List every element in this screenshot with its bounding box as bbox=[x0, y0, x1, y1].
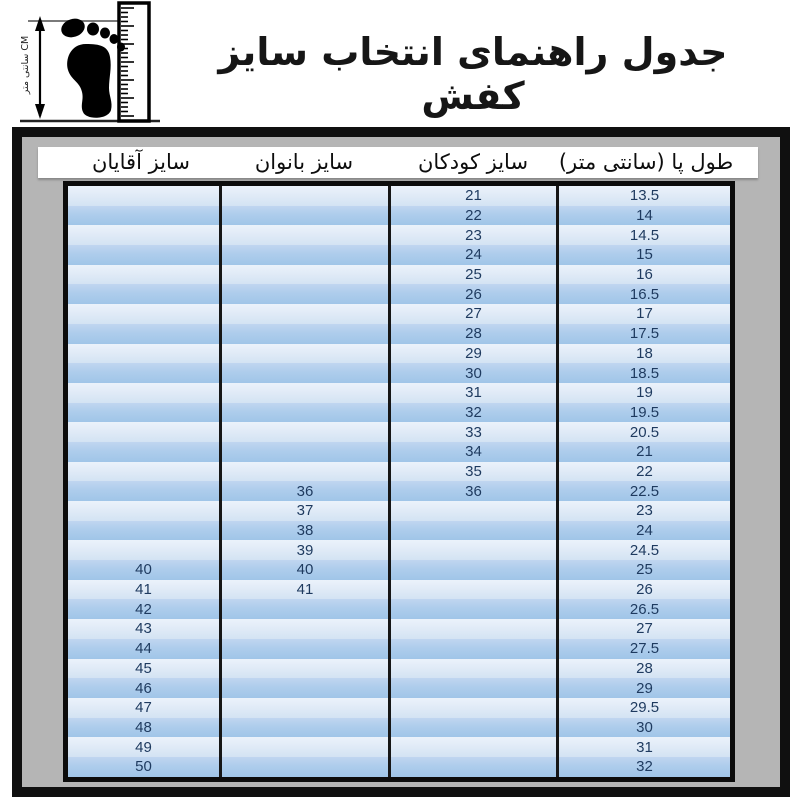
cell-child: 21 bbox=[391, 186, 559, 206]
cell-child: 35 bbox=[391, 462, 559, 482]
cell-foot: 28 bbox=[636, 659, 653, 677]
cell-woman bbox=[222, 599, 391, 619]
cell-woman bbox=[222, 265, 391, 285]
cell-child bbox=[391, 599, 559, 619]
table-row bbox=[68, 206, 730, 226]
cell-foot: 18.5 bbox=[629, 364, 660, 382]
table-row bbox=[68, 245, 730, 265]
cell-man bbox=[68, 383, 222, 403]
table-row bbox=[68, 363, 730, 383]
cell-foot: 27.5 bbox=[629, 640, 660, 658]
cell-man bbox=[68, 540, 222, 560]
cell-woman bbox=[222, 324, 391, 344]
cell-child bbox=[391, 521, 559, 541]
cell-child bbox=[391, 619, 559, 639]
cell-man: 50 bbox=[68, 757, 222, 777]
cell-child bbox=[391, 560, 559, 580]
cell-woman: 39 bbox=[222, 540, 391, 560]
cell-child: 22 bbox=[391, 206, 559, 226]
cell-woman bbox=[222, 659, 391, 679]
table-row bbox=[68, 186, 730, 206]
cell-foot: 29.5 bbox=[629, 699, 660, 717]
cell-foot: 20.5 bbox=[629, 423, 660, 441]
table-row bbox=[68, 639, 730, 659]
cell-foot: 27 bbox=[636, 620, 653, 638]
cell-man bbox=[68, 265, 222, 285]
cell-child bbox=[391, 540, 559, 560]
cell-child: 28 bbox=[391, 324, 559, 344]
table-row bbox=[68, 422, 730, 442]
table-row bbox=[68, 403, 730, 423]
cell-child: 32 bbox=[391, 403, 559, 423]
cell-woman bbox=[222, 442, 391, 462]
cell-man bbox=[68, 225, 222, 245]
cell-child bbox=[391, 737, 559, 757]
cell-woman bbox=[222, 304, 391, 324]
foot-ruler-graphic bbox=[20, 0, 160, 124]
cell-child: 25 bbox=[391, 265, 559, 285]
cell-man bbox=[68, 324, 222, 344]
table-row bbox=[68, 599, 730, 619]
cell-child bbox=[391, 659, 559, 679]
table-row bbox=[68, 718, 730, 738]
cell-child: 33 bbox=[391, 422, 559, 442]
ruler-icon bbox=[119, 3, 149, 121]
cell-foot: 19 bbox=[636, 384, 653, 402]
cell-woman bbox=[222, 245, 391, 265]
cell-foot: 31 bbox=[636, 738, 653, 756]
cell-woman bbox=[222, 757, 391, 777]
cell-foot: 19.5 bbox=[629, 403, 660, 421]
header-men-size: سایز آقایان bbox=[91, 150, 191, 174]
cell-foot: 16.5 bbox=[629, 285, 660, 303]
cell-foot: 22 bbox=[636, 462, 653, 480]
cell-man: 43 bbox=[68, 619, 222, 639]
cell-woman: 37 bbox=[222, 501, 391, 521]
cell-man: 48 bbox=[68, 718, 222, 738]
table-row bbox=[68, 481, 730, 501]
cell-man bbox=[68, 422, 222, 442]
cell-child: 30 bbox=[391, 363, 559, 383]
cell-foot: 25 bbox=[636, 561, 653, 579]
cell-foot: 32 bbox=[636, 758, 653, 776]
table-row bbox=[68, 442, 730, 462]
cell-foot: 21 bbox=[636, 443, 653, 461]
cell-child bbox=[391, 678, 559, 698]
cell-foot: 14.5 bbox=[629, 226, 660, 244]
cell-woman bbox=[222, 284, 391, 304]
cell-woman bbox=[222, 186, 391, 206]
cell-man: 47 bbox=[68, 698, 222, 718]
cell-foot: 17 bbox=[636, 305, 653, 323]
arrow-icon bbox=[35, 16, 45, 119]
cell-foot: 18 bbox=[636, 344, 653, 362]
cell-child bbox=[391, 501, 559, 521]
footprint-icon bbox=[59, 16, 125, 118]
cell-foot: 26.5 bbox=[629, 600, 660, 618]
table-row bbox=[68, 324, 730, 344]
cell-man bbox=[68, 284, 222, 304]
cell-woman bbox=[222, 206, 391, 226]
cell-child: 34 bbox=[391, 442, 559, 462]
cell-woman bbox=[222, 403, 391, 423]
cell-woman bbox=[222, 383, 391, 403]
cell-foot: 15 bbox=[636, 246, 653, 264]
cell-foot: 23 bbox=[636, 502, 653, 520]
cell-woman bbox=[222, 344, 391, 364]
cell-child bbox=[391, 698, 559, 718]
cell-foot: 16 bbox=[636, 266, 653, 284]
cell-foot: 24.5 bbox=[629, 541, 660, 559]
cell-woman bbox=[222, 462, 391, 482]
page-title: جدول راهنمای انتخاب سایز کفش bbox=[218, 30, 728, 118]
table-row bbox=[68, 383, 730, 403]
cell-child: 29 bbox=[391, 344, 559, 364]
table-row bbox=[68, 501, 730, 521]
table-row bbox=[68, 462, 730, 482]
cell-man: 41 bbox=[68, 580, 222, 600]
table-row bbox=[68, 225, 730, 245]
cell-man bbox=[68, 245, 222, 265]
cell-woman: 36 bbox=[222, 481, 391, 501]
cell-child bbox=[391, 757, 559, 777]
table-row bbox=[68, 521, 730, 541]
cell-child: 36 bbox=[391, 481, 559, 501]
cell-foot: 13.5 bbox=[629, 187, 660, 205]
header-children-size: سایز کودکان bbox=[417, 150, 529, 174]
table-row bbox=[68, 344, 730, 364]
cell-woman bbox=[222, 422, 391, 442]
cell-foot: 24 bbox=[636, 522, 653, 540]
size-table-body bbox=[63, 181, 735, 782]
cell-child: 24 bbox=[391, 245, 559, 265]
table-row bbox=[68, 304, 730, 324]
cell-man: 46 bbox=[68, 678, 222, 698]
cell-woman bbox=[222, 619, 391, 639]
table-row bbox=[68, 737, 730, 757]
cell-man bbox=[68, 363, 222, 383]
cell-man bbox=[68, 442, 222, 462]
foot-measure-icon bbox=[20, 0, 160, 124]
cell-man: 49 bbox=[68, 737, 222, 757]
table-row bbox=[68, 757, 730, 777]
table-row bbox=[68, 678, 730, 698]
table-row bbox=[68, 560, 730, 580]
table-frame bbox=[12, 127, 790, 797]
cell-foot: 26 bbox=[636, 581, 653, 599]
cell-child bbox=[391, 639, 559, 659]
cell-woman bbox=[222, 363, 391, 383]
cell-woman bbox=[222, 718, 391, 738]
cell-man bbox=[68, 501, 222, 521]
cell-woman bbox=[222, 639, 391, 659]
cell-man: 40 bbox=[68, 560, 222, 580]
cell-foot: 30 bbox=[636, 718, 653, 736]
cell-man: 42 bbox=[68, 599, 222, 619]
table-row bbox=[68, 619, 730, 639]
cell-woman: 40 bbox=[222, 560, 391, 580]
cell-child bbox=[391, 580, 559, 600]
table-row bbox=[68, 659, 730, 679]
cell-man bbox=[68, 521, 222, 541]
cell-man bbox=[68, 344, 222, 364]
cell-woman bbox=[222, 737, 391, 757]
cell-woman bbox=[222, 698, 391, 718]
table-row bbox=[68, 265, 730, 285]
cell-child: 27 bbox=[391, 304, 559, 324]
cell-child: 23 bbox=[391, 225, 559, 245]
cell-man bbox=[68, 206, 222, 226]
table-row bbox=[68, 698, 730, 718]
cell-woman: 38 bbox=[222, 521, 391, 541]
cm-unit-label: CM سانتی متر bbox=[20, 35, 31, 95]
table-row bbox=[68, 580, 730, 600]
header-women-size: سایز بانوان bbox=[254, 150, 354, 174]
cell-child: 31 bbox=[391, 383, 559, 403]
cell-man bbox=[68, 481, 222, 501]
cell-woman bbox=[222, 678, 391, 698]
cell-child bbox=[391, 718, 559, 738]
cell-foot: 14 bbox=[636, 207, 653, 225]
cell-man bbox=[68, 304, 222, 324]
cell-man bbox=[68, 403, 222, 423]
cell-foot: 29 bbox=[636, 679, 653, 697]
header-foot-length: طول پا (سانتی متر) bbox=[558, 150, 734, 174]
cell-woman bbox=[222, 225, 391, 245]
cell-foot: 22.5 bbox=[629, 482, 660, 500]
cell-man: 45 bbox=[68, 659, 222, 679]
cell-man bbox=[68, 462, 222, 482]
cell-woman: 41 bbox=[222, 580, 391, 600]
cell-man bbox=[68, 186, 222, 206]
table-row bbox=[68, 540, 730, 560]
cell-foot: 17.5 bbox=[629, 325, 660, 343]
table-row bbox=[68, 284, 730, 304]
table-header-strip bbox=[38, 147, 758, 178]
cell-child: 26 bbox=[391, 284, 559, 304]
cell-man: 44 bbox=[68, 639, 222, 659]
